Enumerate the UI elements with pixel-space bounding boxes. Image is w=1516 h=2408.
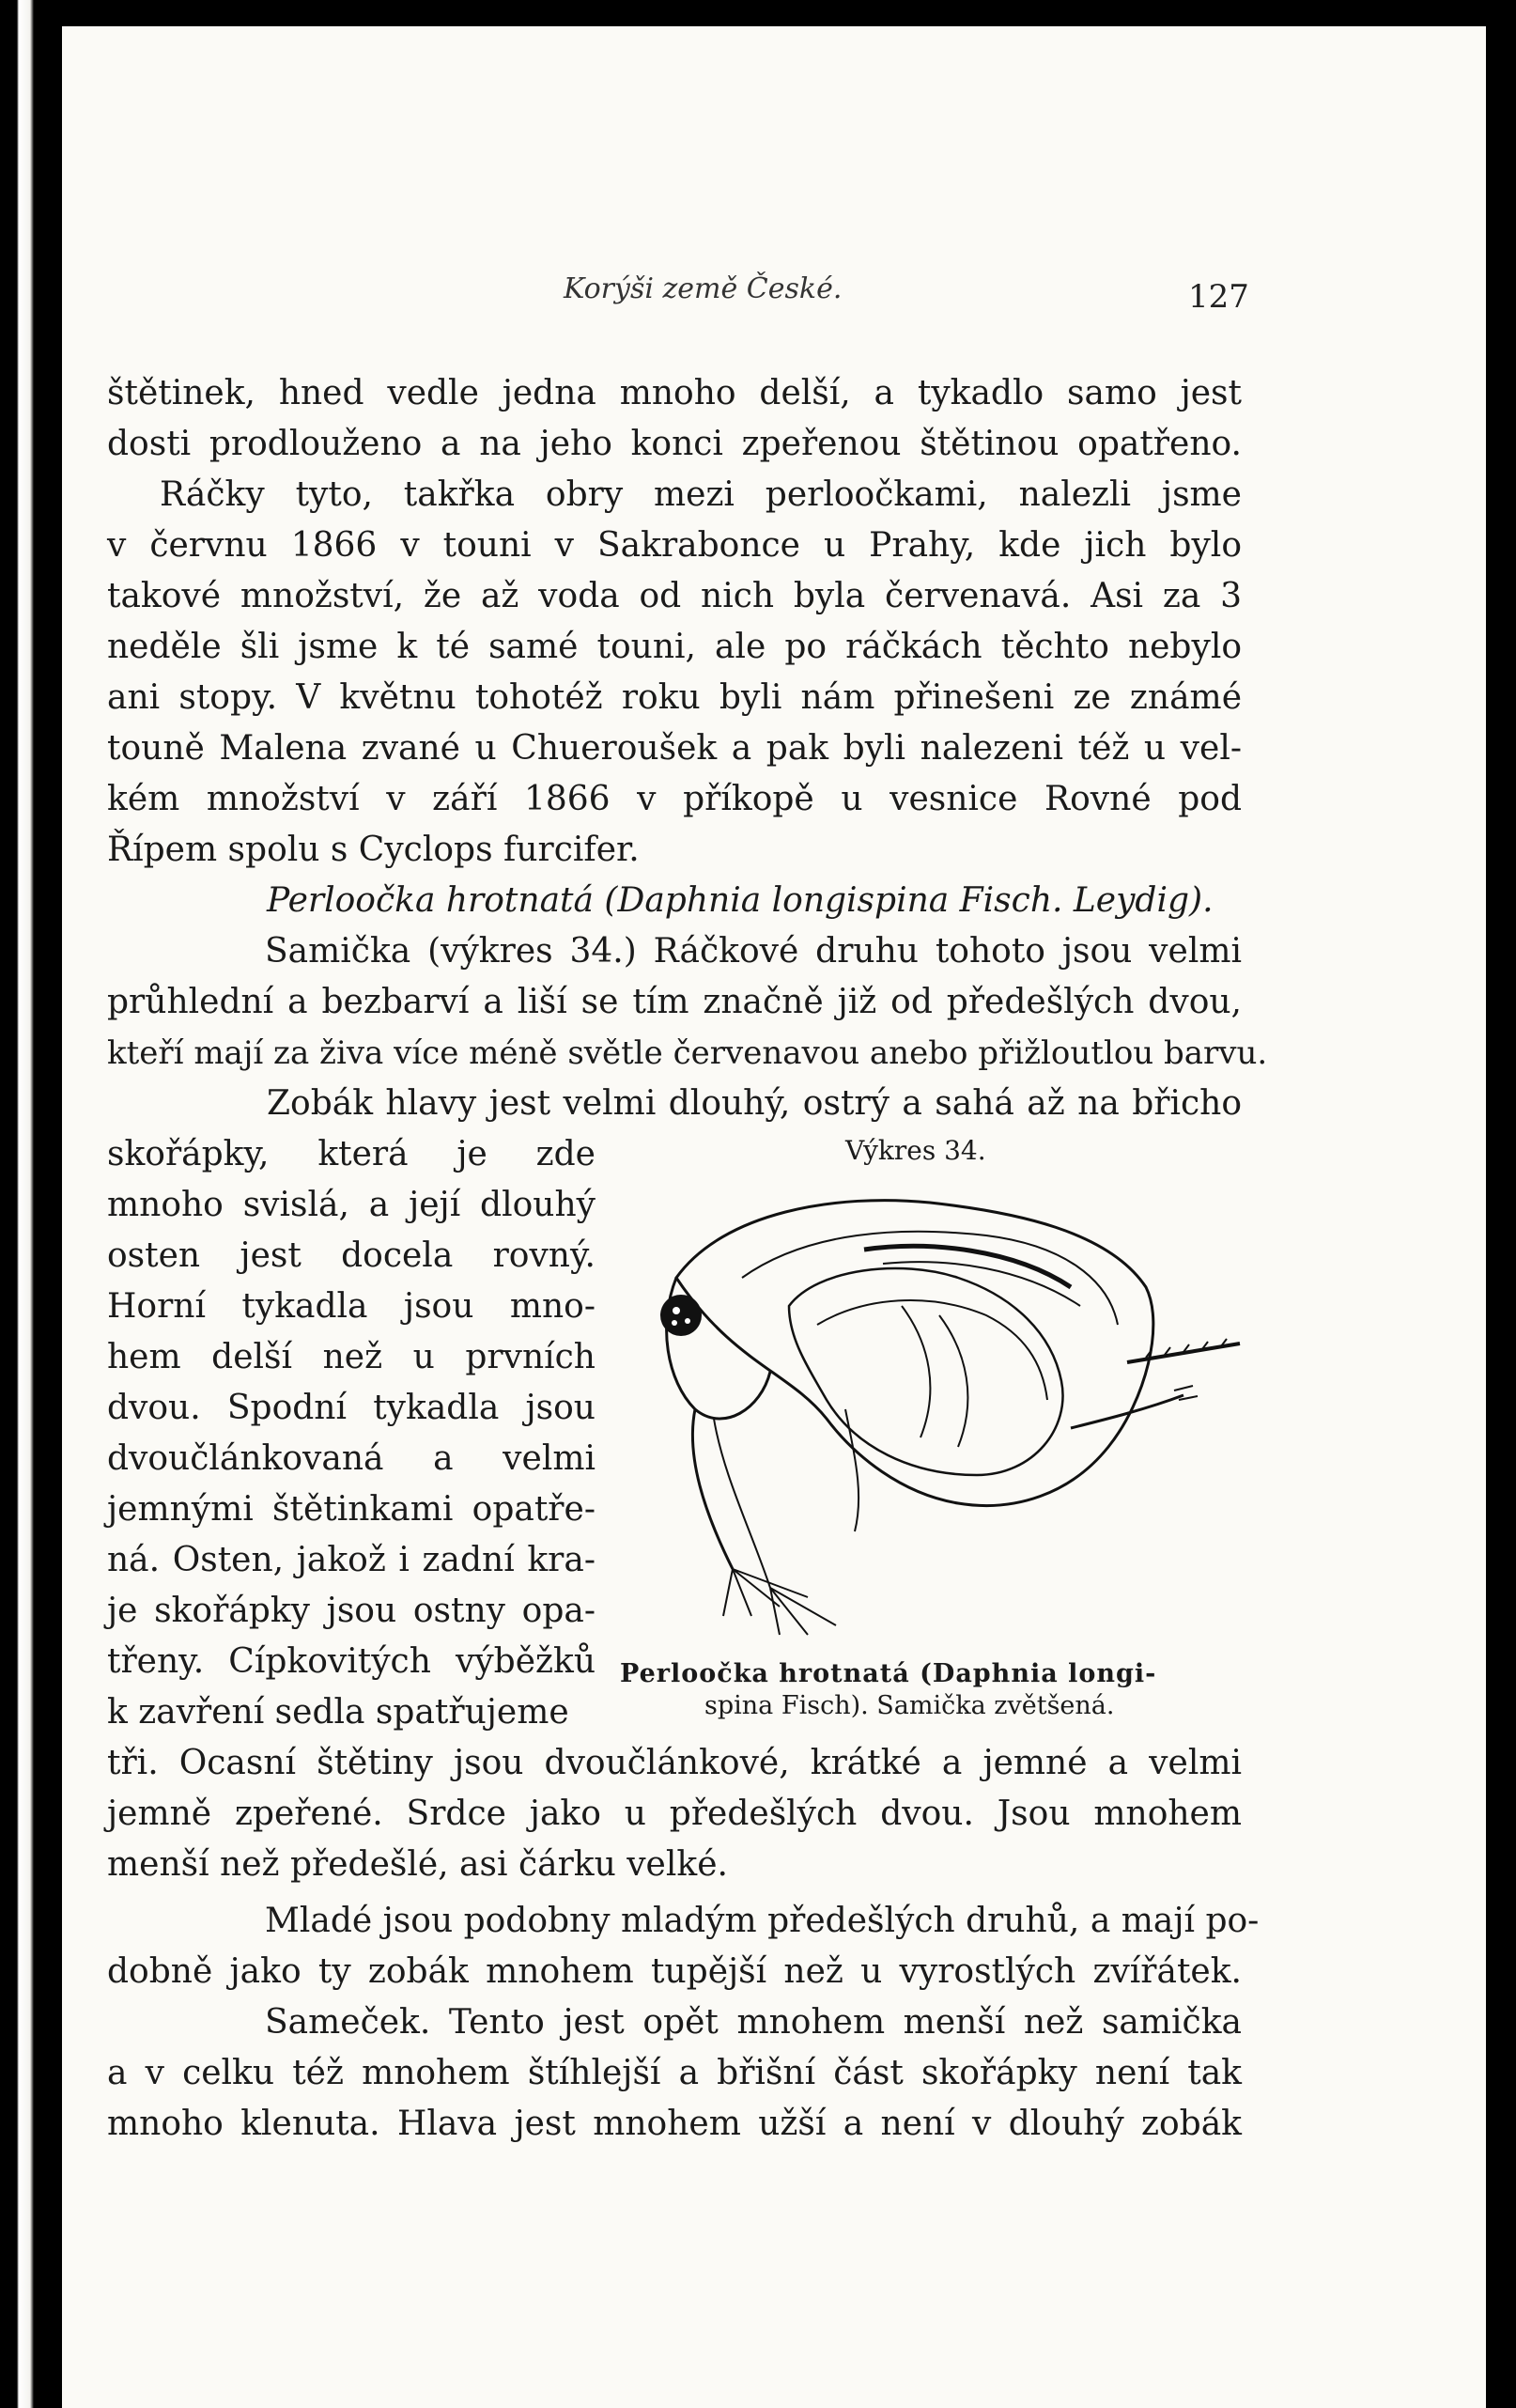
running-title: Korýši země České.	[564, 272, 843, 305]
text-line: v červnu 1866 v touni v Sakrabonce u Prahy, kde jich bylo	[107, 526, 1242, 565]
text-line: skořápky, která je zde	[107, 1135, 596, 1173]
text-line: průhlední a bezbarví a liší se tím značně již od předešlých dvou,	[107, 983, 1242, 1021]
text-line: dobně jako ty zobák mnohem tupější než u vyrostlých zvířátek.	[107, 1952, 1242, 1991]
text-line: hem delší než u prvních	[107, 1338, 596, 1376]
text-line: touně Malena zvané u Chueroušek a pak byli nalezeni též u vel-	[107, 729, 1242, 768]
text-line: dvou. Spodní tykadla jsou	[107, 1389, 596, 1427]
figure-label: Výkres 34.	[845, 1135, 986, 1166]
text-line: k zavření sedla spatřujeme	[107, 1693, 569, 1732]
text-line: ná. Osten, jakož i zadní kra-	[107, 1541, 596, 1579]
text-line: osten jest docela rovný.	[107, 1236, 596, 1275]
text-line: neděle šli jsme k té samé touni, ale po ráčkách těchto nebylo	[107, 628, 1242, 666]
text-line: kém množství v září 1866 v příkopě u vesnice Rovné pod	[107, 780, 1242, 818]
text-line: je skořápky jsou ostny opa-	[107, 1592, 596, 1630]
text-line: Zobák hlavy jest velmi dlouhý, ostrý a sahá až na břicho	[267, 1084, 1242, 1123]
text-line: štětinek, hned vedle jedna mnoho delší, a tykadlo samo jest	[107, 374, 1242, 412]
figure-caption-line1: Perloočka hrotnatá (Daphnia longi-	[620, 1659, 1157, 1688]
text-line: jemně zpeřené. Srdce jako u předešlých dvou. Jsou mnohem	[107, 1794, 1242, 1833]
text-line: Ráčky tyto, takřka obry mezi perloočkami, nalezli jsme	[160, 475, 1242, 514]
species-heading: Perloočka hrotnatá (Daphnia longispina Fisch. Leydig).	[267, 881, 1214, 920]
text-line: dvoučlánkovaná a velmi	[107, 1439, 596, 1478]
text-line: Řípem spolu s Cyclops furcifer.	[107, 831, 640, 869]
text-line: jemnými štětinkami opatře-	[107, 1490, 596, 1529]
text-line: a v celku též mnohem štíhlejší a břišní část skořápky není tak	[107, 2054, 1242, 2092]
text-line: menší než předešlé, asi čárku velké.	[107, 1845, 728, 1884]
text-line: Samička (výkres 34.) Ráčkové druhu tohoto jsou velmi	[265, 932, 1242, 971]
text-line: Sameček. Tento jest opět mnohem menší než samička	[265, 2003, 1242, 2042]
text-line: kteří mají za živa více méně světle červenavou anebo přižloutlou barvu.	[107, 1034, 1268, 1072]
text-line: takové množství, že až voda od nich byla červenavá. Asi za 3	[107, 577, 1242, 615]
text-line: třeny. Cípkovitých výběžků	[107, 1642, 596, 1681]
page-gutter	[0, 0, 62, 2408]
text-line: tři. Ocasní štětiny jsou dvoučlánkové, krátké a jemné a velmi	[107, 1744, 1242, 1782]
text-line: mnoho klenuta. Hlava jest mnohem užší a není v dlouhý zobák	[107, 2105, 1242, 2143]
figure-caption-line2: spina Fisch). Samička zvětšená.	[704, 1691, 1115, 1720]
page-number: 127	[1188, 278, 1249, 316]
text-line: Horní tykadla jsou mno-	[107, 1287, 596, 1326]
text-line: dosti prodlouženo a na jeho konci zpeřenou štětinou opatřeno.	[107, 425, 1242, 463]
text-line: mnoho svislá, a její dlouhý	[107, 1186, 596, 1224]
daphnia-illustration	[620, 1174, 1249, 1644]
text-line: ani stopy. V květnu tohotéž roku byli nám přinešeni ze známé	[107, 678, 1242, 717]
text-line: Mladé jsou podobny mladým předešlých druhů, a mají po-	[265, 1902, 1260, 1940]
